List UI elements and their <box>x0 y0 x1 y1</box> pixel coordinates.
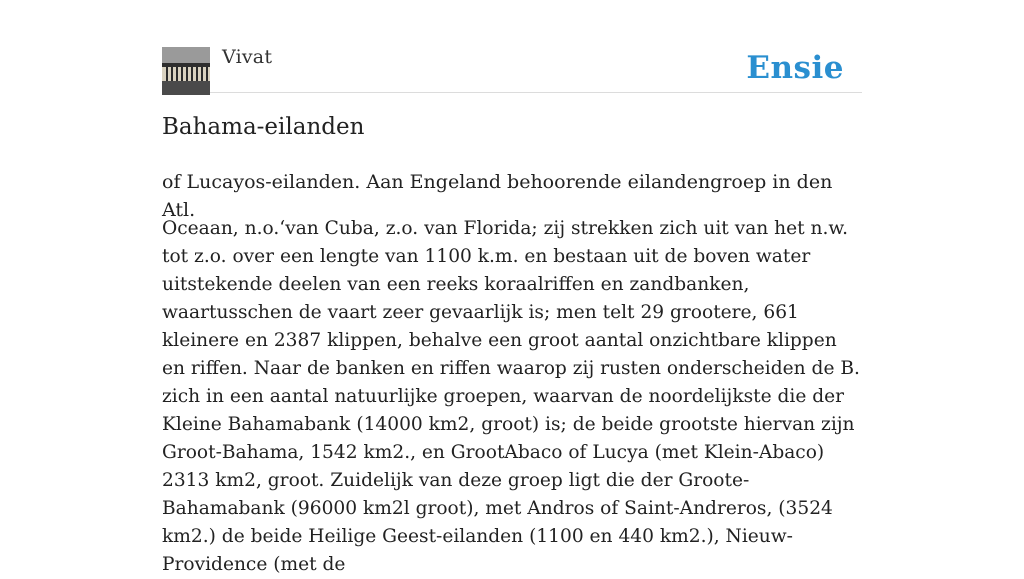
page-header <box>162 44 862 93</box>
author-name[interactable]: Vivat <box>222 46 273 68</box>
article-title: Bahama-eilanden <box>162 114 365 140</box>
avatar-image <box>162 47 210 95</box>
author-avatar[interactable] <box>162 47 210 95</box>
brand-logo[interactable]: Ensie <box>746 50 844 86</box>
article-intro: of Lucayos-eilanden. Aan Engeland behoorende eilandengroep in den Atl. <box>162 171 833 221</box>
article-body: Oceaan, n.o.‘van Cuba, z.o. van Florida; zij strekken zich uit van het n.w. tot z.o. over een lengte van 1100 k.m. en bestaan uit de boven water uitstekende deelen van een reeks koraalriffen en zandbanken, waartusschen de vaart zeer gevaarlijk is; men telt 29 grootere, 661 kleinere en 2387 klippen, behalve een groot aantal onzichtbare klippen en riffen. Naar de banken en riffen waarop zij rusten onderscheiden de B. zich in een aantal natuurlijke groepen, waarvan de noordelijkste die der Kleine Bahamabank (14000 km2, groot) is; de beide grootste hiervan zijn Groot-Bahama, 1542 km2., en GrootAbaco of Lucya (met Klein-Abaco) 2313 km2, groot. Zuidelijk van deze groep ligt die der Groote-Bahamabank (96000 km2l groot), met Andros of Saint-Andreros, (3524 km2.) de beide Heilige Geest-eilanden (1100 en 440 km2.), Nieuw-Providence (met de <box>162 218 860 575</box>
